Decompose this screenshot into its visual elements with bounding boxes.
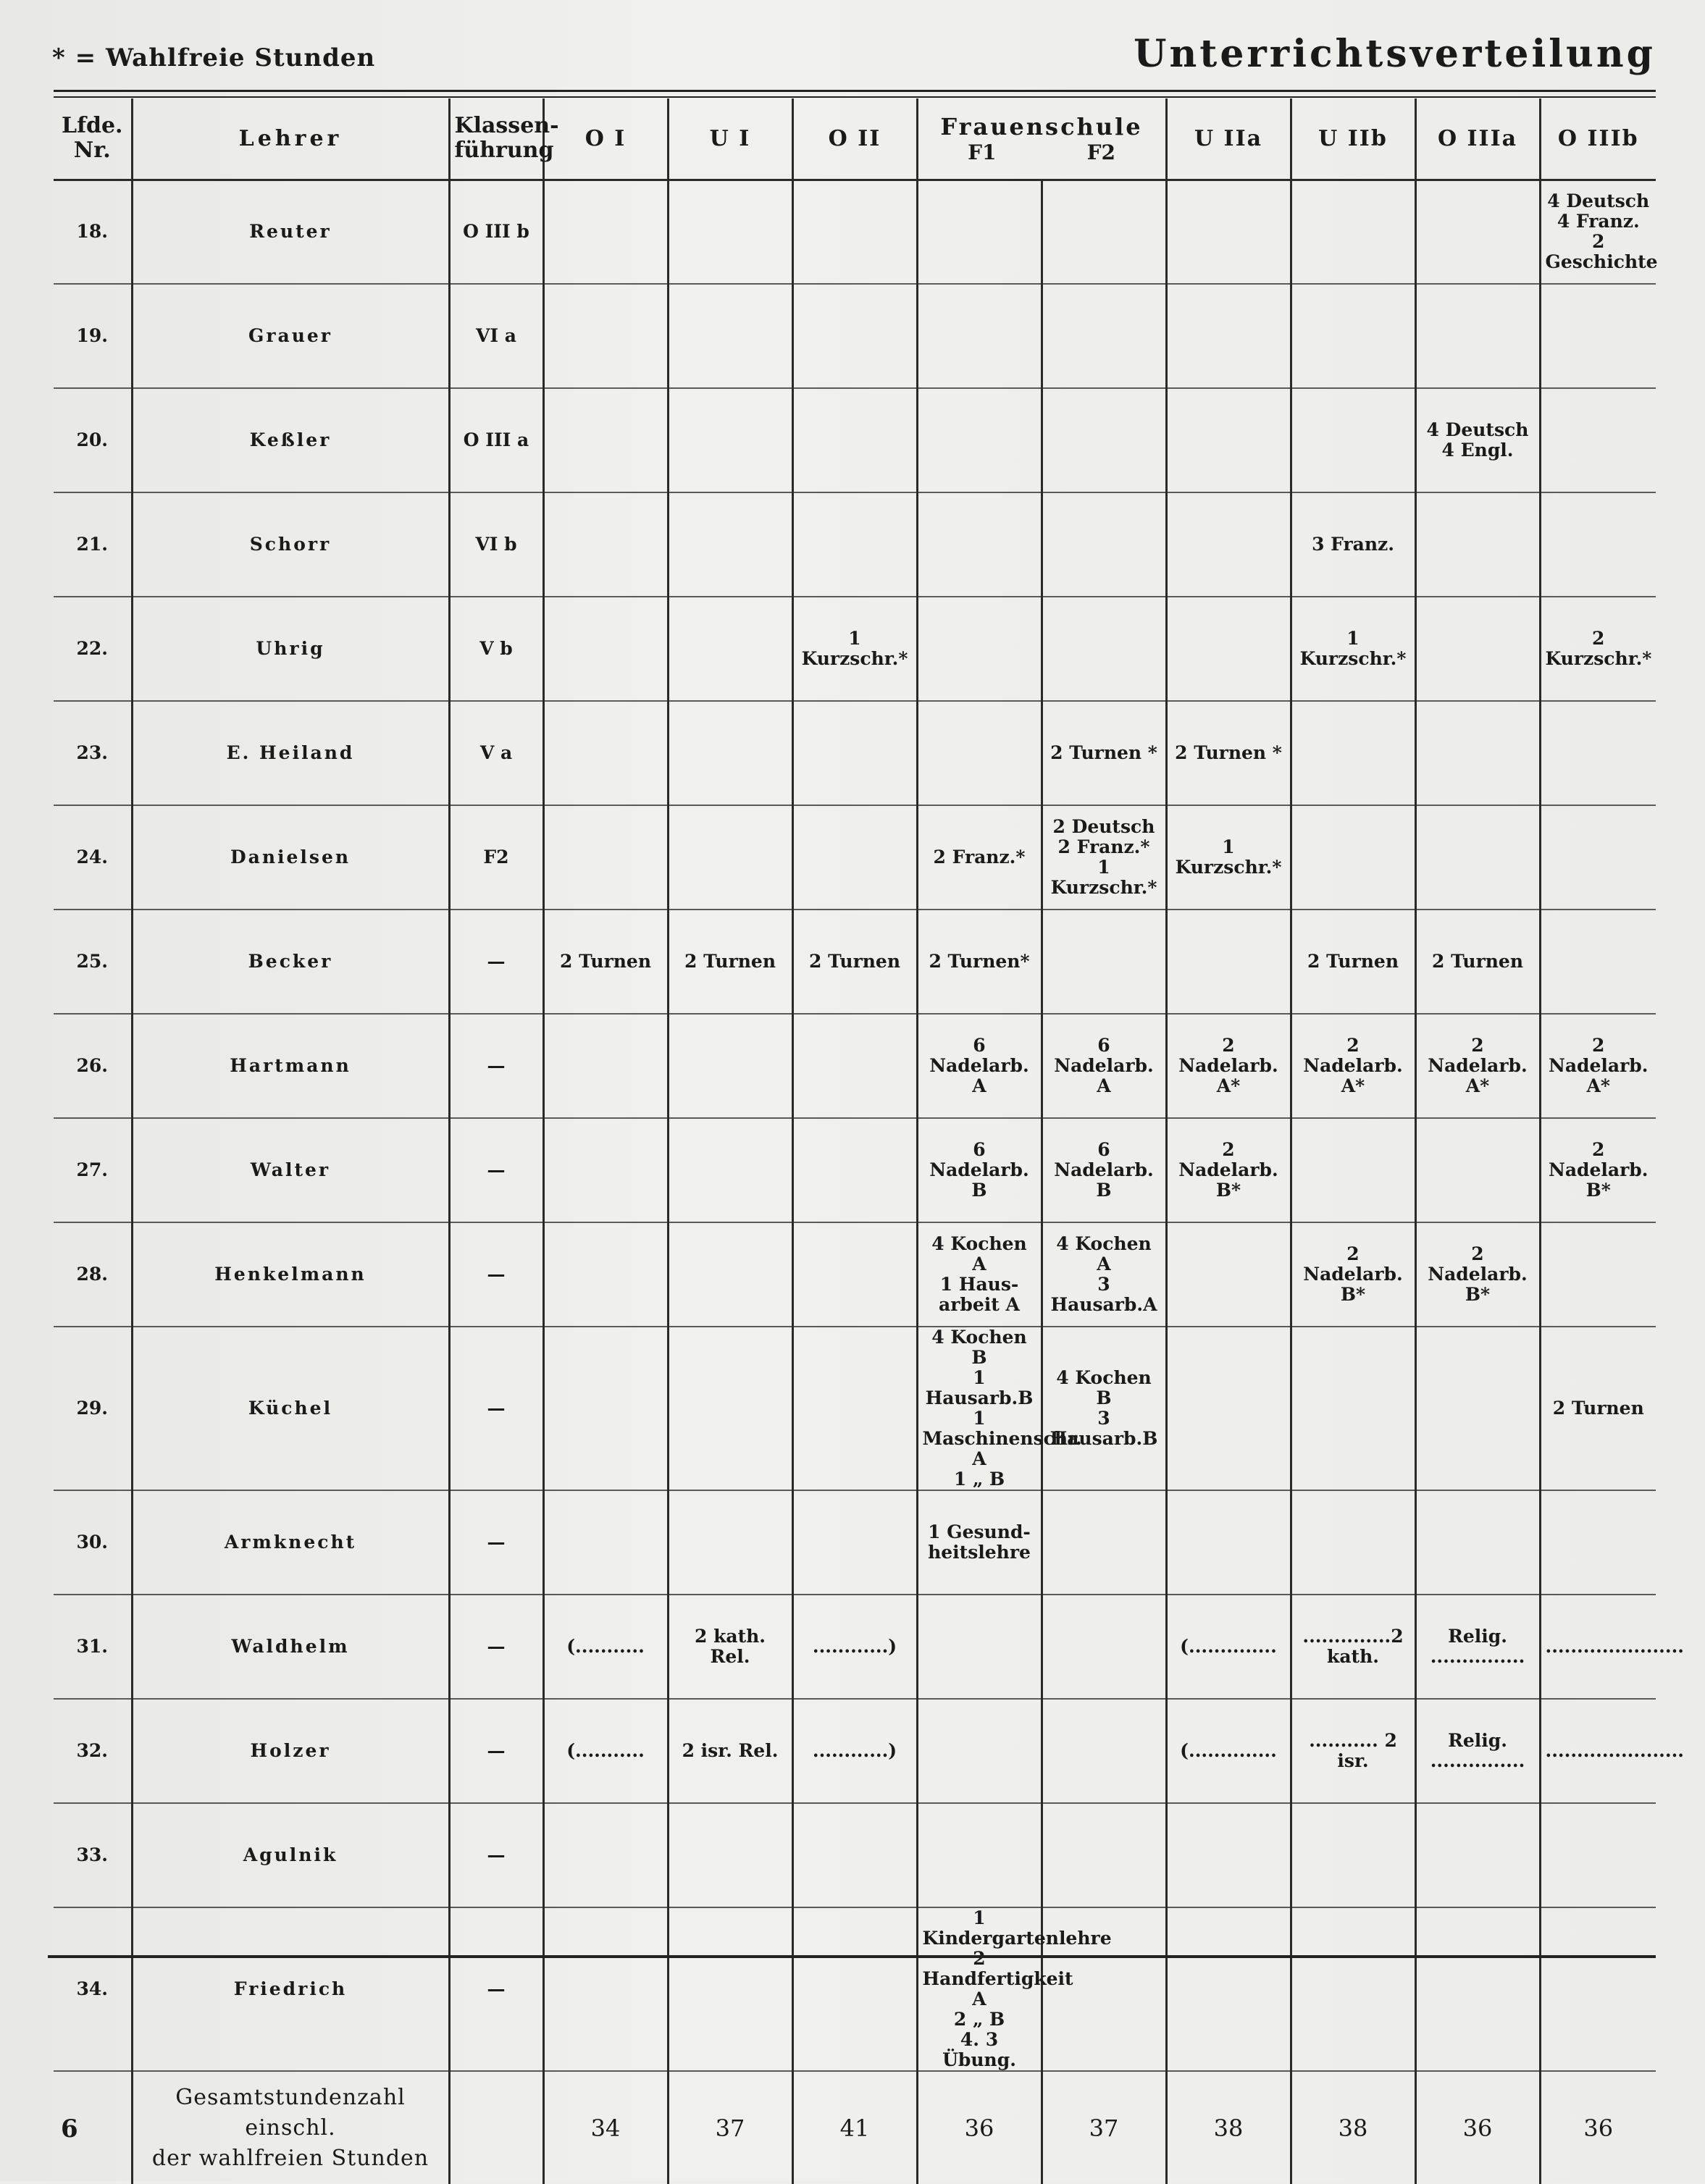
cell-f2 <box>1042 180 1166 284</box>
cell-u2a: 1 Kurzschr.* <box>1166 805 1291 910</box>
col-head-lehrer: Lehrer <box>132 98 449 180</box>
cell-o3a <box>1415 597 1540 701</box>
cell-o1 <box>543 1014 668 1118</box>
cell-o1 <box>543 180 668 284</box>
table-row <box>54 1014 1656 1118</box>
cell-u1 <box>668 284 792 388</box>
cell-name: Friedrich <box>132 1907 449 2071</box>
cell-u2a <box>1166 1907 1291 2071</box>
cell-f1 <box>917 1699 1042 1803</box>
cell-o2 <box>792 492 917 597</box>
cell-klasse: V b <box>449 597 543 701</box>
cell-name: E. Heiland <box>132 701 449 805</box>
cell-f1: 1 Gesund- heitslehre <box>917 1490 1042 1595</box>
cell-klasse: — <box>449 1222 543 1327</box>
cell-klasse: V a <box>449 701 543 805</box>
total-u2a: 38 <box>1166 2071 1291 2184</box>
cell-u2a <box>1166 388 1291 492</box>
cell-nr: 20. <box>54 388 132 492</box>
table-row <box>54 492 1656 597</box>
total-o1: 34 <box>543 2071 668 2184</box>
col-head-o2: O II <box>792 98 917 180</box>
cell-klasse: — <box>449 1490 543 1595</box>
cell-f2 <box>1042 1803 1166 1907</box>
cell-u1 <box>668 1490 792 1595</box>
cell-u2a: (.............. <box>1166 1699 1291 1803</box>
cell-u2b <box>1291 1118 1415 1222</box>
cell-klasse: — <box>449 1014 543 1118</box>
cell-o1 <box>543 1118 668 1222</box>
cell-u2a <box>1166 910 1291 1014</box>
cell-klasse: VI a <box>449 284 543 388</box>
cell-klasse: — <box>449 1803 543 1907</box>
legend-note: * = Wahlfreie Stunden <box>52 43 376 72</box>
cell-f2: 6 Nadelarb. A <box>1042 1014 1166 1118</box>
cell-klasse: — <box>449 1699 543 1803</box>
table-body <box>54 180 1684 2071</box>
table-row <box>54 1222 1656 1327</box>
cell-name: Holzer <box>132 1699 449 1803</box>
cell-nr: 31. <box>54 1595 132 1699</box>
cell-o1: (........... <box>543 1595 668 1699</box>
cell-f1: 4 Kochen B 1 Hausarb.B 1 Maschinenschr. A 1 „ B <box>917 1327 1042 1490</box>
cell-f1 <box>917 597 1042 701</box>
cell-klasse: O III a <box>449 388 543 492</box>
cell-o2: ............) <box>792 1595 917 1699</box>
cell-o1 <box>543 284 668 388</box>
cell-f2 <box>1042 492 1166 597</box>
cell-u2a <box>1166 1327 1291 1490</box>
cell-u1 <box>668 1222 792 1327</box>
cell-o3a <box>1415 1327 1540 1490</box>
cell-u2a <box>1166 180 1291 284</box>
col-head-klassenfuehrung: Klassen- führung <box>449 98 543 180</box>
totals-row <box>54 2071 1656 2184</box>
cell-f1 <box>917 388 1042 492</box>
table-row <box>54 910 1656 1014</box>
cell-o3b: 2 Turnen <box>1540 1327 1656 1490</box>
cell-o1 <box>543 597 668 701</box>
cell-o3b: 2 Nadelarb. B* <box>1540 1118 1656 1222</box>
cell-nr: 23. <box>54 701 132 805</box>
cell-klasse: — <box>449 1907 543 2071</box>
cell-o1: (........... <box>543 1699 668 1803</box>
cell-name: Agulnik <box>132 1803 449 1907</box>
cell-name: Walter <box>132 1118 449 1222</box>
cell-f2 <box>1042 597 1166 701</box>
cell-nr: 34. <box>54 1907 132 2071</box>
frauenschule-title: Frauenschule <box>940 112 1143 140</box>
cell-o2 <box>792 388 917 492</box>
cell-f2 <box>1042 1699 1166 1803</box>
cell-u2a <box>1166 1490 1291 1595</box>
cell-u2b <box>1291 284 1415 388</box>
cell-o3b <box>1540 1222 1656 1327</box>
cell-u2b: 3 Franz. <box>1291 492 1415 597</box>
cell-u2a <box>1166 1222 1291 1327</box>
table-row <box>54 1907 1656 2071</box>
cell-f2 <box>1042 284 1166 388</box>
cell-u1: 2 isr. Rel. <box>668 1699 792 1803</box>
col-head-u1: U I <box>668 98 792 180</box>
table-row <box>54 284 1656 388</box>
cell-o3b <box>1540 492 1656 597</box>
cell-name: Keßler <box>132 388 449 492</box>
table-row <box>54 180 1656 284</box>
cell-u1 <box>668 180 792 284</box>
cell-o1: 2 Turnen <box>543 910 668 1014</box>
cell-o2 <box>792 1327 917 1490</box>
col-head-f1: F1 <box>968 140 997 164</box>
table-row <box>54 388 1656 492</box>
cell-o2 <box>792 701 917 805</box>
table-row <box>54 597 1656 701</box>
cell-name: Reuter <box>132 180 449 284</box>
cell-o2 <box>792 1803 917 1907</box>
table-row <box>54 701 1656 805</box>
cell-u1 <box>668 388 792 492</box>
cell-o3a <box>1415 180 1540 284</box>
cell-o3a <box>1415 284 1540 388</box>
cell-o3a: 2 Turnen <box>1415 910 1540 1014</box>
cell-nr: 27. <box>54 1118 132 1222</box>
cell-nr: 33. <box>54 1803 132 1907</box>
cell-u1 <box>668 597 792 701</box>
cell-f1: 6 Nadelarb. A <box>917 1014 1042 1118</box>
cell-o3b: 2 Nadelarb. A* <box>1540 1014 1656 1118</box>
col-head-o3b: O IIIb <box>1540 98 1656 180</box>
cell-f1 <box>917 492 1042 597</box>
cell-u2a <box>1166 492 1291 597</box>
cell-name: Danielsen <box>132 805 449 910</box>
cell-o3a <box>1415 1803 1540 1907</box>
cell-o3b <box>1540 910 1656 1014</box>
cell-u2a: 2 Nadelarb. B* <box>1166 1118 1291 1222</box>
cell-o3a <box>1415 492 1540 597</box>
cell-klasse: — <box>449 1327 543 1490</box>
cell-f2: 4 Kochen B 3 Hausarb.B <box>1042 1327 1166 1490</box>
cell-u2b: 1 Kurzschr.* <box>1291 597 1415 701</box>
cell-u1 <box>668 1327 792 1490</box>
top-double-rule <box>54 90 1656 98</box>
cell-u2b: 2 Nadelarb. B* <box>1291 1222 1415 1327</box>
cell-f1: 4 Kochen A 1 Haus- arbeit A <box>917 1222 1042 1327</box>
cell-u2a <box>1166 1803 1291 1907</box>
cell-u1: 2 Turnen <box>668 910 792 1014</box>
cell-o3a <box>1415 1490 1540 1595</box>
cell-f1: 2 Franz.* <box>917 805 1042 910</box>
cell-name: Uhrig <box>132 597 449 701</box>
cell-u1 <box>668 701 792 805</box>
cell-o1 <box>543 1907 668 2071</box>
cell-o1 <box>543 701 668 805</box>
cell-u2b <box>1291 1803 1415 1907</box>
cell-klasse: — <box>449 910 543 1014</box>
cell-o3b: 4 Deutsch 4 Franz. 2 Geschichte <box>1540 180 1656 284</box>
col-head-f2: F2 <box>1086 140 1115 164</box>
cell-f1: 6 Nadelarb. B <box>917 1118 1042 1222</box>
table-row <box>54 1595 1656 1699</box>
col-head-frauenschule <box>917 98 1166 180</box>
cell-o2: ............) <box>792 1699 917 1803</box>
cell-o3a <box>1415 1118 1540 1222</box>
cell-klasse: F2 <box>449 805 543 910</box>
total-u1: 37 <box>668 2071 792 2184</box>
cell-f2 <box>1042 1595 1166 1699</box>
cell-f2: 2 Turnen * <box>1042 701 1166 805</box>
cell-o2 <box>792 284 917 388</box>
cell-u2a <box>1166 597 1291 701</box>
cell-o2 <box>792 1014 917 1118</box>
cell-u2a <box>1166 284 1291 388</box>
cell-u1 <box>668 1803 792 1907</box>
cell-u1: 2 kath. Rel. <box>668 1595 792 1699</box>
cell-name: Schorr <box>132 492 449 597</box>
table-row <box>54 805 1656 910</box>
cell-u2b <box>1291 805 1415 910</box>
cell-o3a <box>1415 701 1540 805</box>
page-number: 6 <box>61 2114 78 2143</box>
cell-f1 <box>917 1595 1042 1699</box>
page-title: Unterrichtsverteilung <box>1134 32 1656 76</box>
total-o3a: 36 <box>1415 2071 1540 2184</box>
cell-o1 <box>543 1803 668 1907</box>
cell-o1 <box>543 1327 668 1490</box>
cell-nr: 21. <box>54 492 132 597</box>
cell-u2b <box>1291 1490 1415 1595</box>
cell-name: Hartmann <box>132 1014 449 1118</box>
total-u2b: 38 <box>1291 2071 1415 2184</box>
totals-rule <box>48 1955 1656 1961</box>
cell-o3b <box>1540 388 1656 492</box>
col-head-o3a: O IIIa <box>1415 98 1540 180</box>
cell-f1 <box>917 284 1042 388</box>
cell-name: Henkelmann <box>132 1222 449 1327</box>
cell-u1 <box>668 805 792 910</box>
cell-f1: 1 Kindergartenlehre 2 Handfertigkeit A 2 „ B 4. 3 Übung. <box>917 1907 1042 2071</box>
cell-o3a: 2 Nadelarb. B* <box>1415 1222 1540 1327</box>
col-head-o1: O I <box>543 98 668 180</box>
cell-o3a: Relig. ............... <box>1415 1699 1540 1803</box>
cell-o2 <box>792 1118 917 1222</box>
cell-u2b: 2 Turnen <box>1291 910 1415 1014</box>
cell-u2b: ..............2 kath. <box>1291 1595 1415 1699</box>
cell-u2b <box>1291 180 1415 284</box>
cell-o1 <box>543 492 668 597</box>
cell-u1 <box>668 1118 792 1222</box>
total-o2: 41 <box>792 2071 917 2184</box>
cell-o2: 2 Turnen <box>792 910 917 1014</box>
cell-o3b: 2 Kurzschr.* <box>1540 597 1656 701</box>
table-row <box>54 1490 1656 1595</box>
cell-f2: 2 Deutsch 2 Franz.* 1 Kurzschr.* <box>1042 805 1166 910</box>
cell-o2 <box>792 1222 917 1327</box>
cell-o3b <box>1540 701 1656 805</box>
cell-u1 <box>668 492 792 597</box>
cell-nr: 24. <box>54 805 132 910</box>
cell-o3b <box>1540 805 1656 910</box>
cell-u2b <box>1291 701 1415 805</box>
cell-o3b <box>1540 1803 1656 1907</box>
cell-o1 <box>543 1490 668 1595</box>
cell-nr: 25. <box>54 910 132 1014</box>
cell-nr: 22. <box>54 597 132 701</box>
cell-f1: 2 Turnen* <box>917 910 1042 1014</box>
cell-o2 <box>792 1490 917 1595</box>
cell-f1 <box>917 701 1042 805</box>
cell-o2: 1 Kurzschr.* <box>792 597 917 701</box>
cell-nr: 26. <box>54 1014 132 1118</box>
cell-f2 <box>1042 388 1166 492</box>
cell-name: Waldhelm <box>132 1595 449 1699</box>
cell-u1 <box>668 1014 792 1118</box>
cell-u2a: 2 Nadelarb. A* <box>1166 1014 1291 1118</box>
totals-label: Gesamtstundenzahl einschl. der wahlfreien Stunden <box>132 2071 449 2184</box>
cell-u2a: (.............. <box>1166 1595 1291 1699</box>
cell-u2b: 2 Nadelarb. A* <box>1291 1014 1415 1118</box>
cell-f2 <box>1042 910 1166 1014</box>
cell-u2b <box>1291 1907 1415 2071</box>
cell-o3a: 4 Deutsch 4 Engl. <box>1415 388 1540 492</box>
cell-o3b <box>1540 1490 1656 1595</box>
cell-o3b <box>1540 284 1656 388</box>
cell-o2 <box>792 1907 917 2071</box>
cell-name: Grauer <box>132 284 449 388</box>
cell-nr: 28. <box>54 1222 132 1327</box>
cell-o3a: Relig. ............... <box>1415 1595 1540 1699</box>
cell-nr: 29. <box>54 1327 132 1490</box>
header-row <box>54 98 1656 180</box>
total-o3b: 36 <box>1540 2071 1656 2184</box>
table-row <box>54 1699 1656 1803</box>
cell-o1 <box>543 388 668 492</box>
cell-klasse: — <box>449 1595 543 1699</box>
totals-klasse-blank <box>449 2071 543 2184</box>
cell-klasse: — <box>449 1118 543 1222</box>
cell-o3a: 2 Nadelarb. A* <box>1415 1014 1540 1118</box>
cell-u2b <box>1291 388 1415 492</box>
cell-nr: 18. <box>54 180 132 284</box>
schedule-table <box>54 98 1684 2184</box>
cell-name: Küchel <box>132 1327 449 1490</box>
cell-o2 <box>792 180 917 284</box>
cell-o3b: ...................... <box>1540 1699 1656 1803</box>
cell-f2: 6 Nadelarb. B <box>1042 1118 1166 1222</box>
cell-name: Armknecht <box>132 1490 449 1595</box>
cell-o3a <box>1415 1907 1540 2071</box>
col-head-u2b: U IIb <box>1291 98 1415 180</box>
cell-klasse: O III b <box>449 180 543 284</box>
cell-f1 <box>917 1803 1042 1907</box>
cell-name: Becker <box>132 910 449 1014</box>
cell-nr: 19. <box>54 284 132 388</box>
cell-o3a <box>1415 805 1540 910</box>
col-head-nr: Lfde. Nr. <box>54 98 132 180</box>
cell-o1 <box>543 1222 668 1327</box>
cell-f2 <box>1042 1490 1166 1595</box>
total-f2: 37 <box>1042 2071 1166 2184</box>
cell-nr: 30. <box>54 1490 132 1595</box>
cell-klasse: VI b <box>449 492 543 597</box>
cell-o1 <box>543 805 668 910</box>
cell-f2: 4 Kochen A 3 Hausarb.A <box>1042 1222 1166 1327</box>
col-head-u2a: U IIa <box>1166 98 1291 180</box>
cell-o2 <box>792 805 917 910</box>
table-row <box>54 1118 1656 1222</box>
cell-o3b: ...................... <box>1540 1595 1656 1699</box>
cell-nr: 32. <box>54 1699 132 1803</box>
table-row <box>54 1803 1656 1907</box>
cell-u2b: ........... 2 isr. <box>1291 1699 1415 1803</box>
cell-u1 <box>668 1907 792 2071</box>
cell-u2a: 2 Turnen * <box>1166 701 1291 805</box>
cell-o3b <box>1540 1907 1656 2071</box>
table-row <box>54 1327 1656 1490</box>
total-f1: 36 <box>917 2071 1042 2184</box>
cell-f1 <box>917 180 1042 284</box>
cell-u2b <box>1291 1327 1415 1490</box>
